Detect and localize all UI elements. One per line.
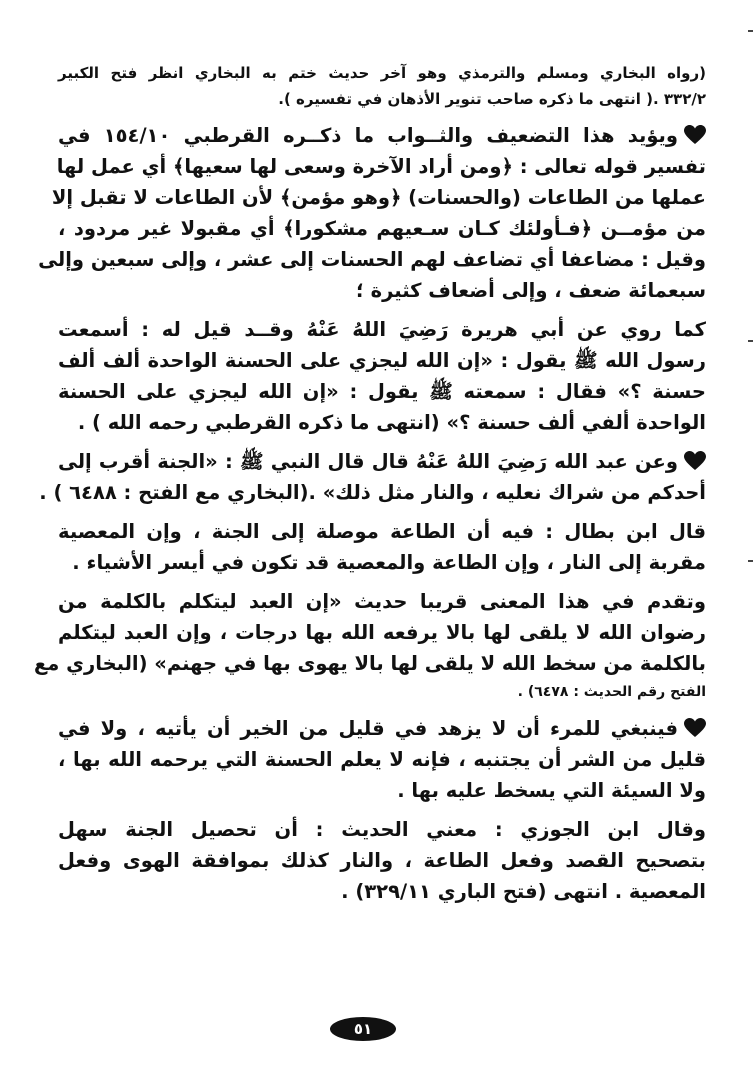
text-line: ولا السيئة التي يسخط عليه بها . bbox=[397, 779, 706, 802]
paragraph bbox=[38, 120, 706, 306]
text-line-content: ويؤيد هذا التضعيف والثــواب ما ذكــره القرطبي ١٥٤/١٠ في bbox=[58, 124, 678, 147]
text-line: المعصية . انتهى (فتح الباري ٣٢٩/١١) . bbox=[341, 880, 706, 903]
text-line: الواحدة ألفي ألف حسنة ؟» (انتهى ما ذكره القرطبي رحمه الله ) . bbox=[77, 411, 706, 434]
paragraph bbox=[58, 60, 706, 112]
text-line: الفتح رقم الحديث : ٦٤٧٨) . bbox=[517, 684, 706, 700]
text-line: مقربة إلى النار ، وإن الطاعة والمعصية قد تكون في أيسر الأشياء . bbox=[72, 551, 706, 574]
text-line: بتصحيح القصد وفعل الطاعة ، والنار كذلك بموافقة الهوى وفعل bbox=[58, 849, 706, 872]
text-line: سبعمائة ضعف ، وإلى أضعاف كثيرة ؛ bbox=[356, 279, 706, 302]
paragraph bbox=[33, 586, 706, 705]
text-line: أحدكم من شراك نعليه ، والنار مثل ذلك» .(البخاري مع الفتح : ٦٤٨٨ ) . bbox=[39, 481, 706, 504]
edge-mark bbox=[748, 560, 753, 562]
paragraph bbox=[58, 814, 706, 907]
text-line bbox=[58, 120, 706, 151]
text-line: ٣٣٢/٢ .( انتهى ما ذكره صاحب تنوير الأذهان في تفسيره ). bbox=[278, 90, 706, 108]
heart-icon bbox=[684, 451, 706, 471]
text-line bbox=[58, 713, 706, 744]
heart-icon bbox=[684, 125, 706, 145]
text-line: قليل من الشر أن يجتنبه ، فإنه لا يعلم الحسنة التي يرحمه الله بها ، bbox=[58, 748, 706, 771]
text-line: وقال ابن الجوزي : معني الحديث : أن تحصيل الجنة سهل bbox=[58, 818, 706, 841]
edge-mark bbox=[748, 340, 753, 342]
text-line: كما روي عن أبي هريرة رَضِيَ اللهُ عَنْهُ وقــد قيل له : أسمعت bbox=[58, 318, 706, 341]
text-line: عملها من الطاعات (والحسنات) ﴿وهو مؤمن﴾ لأن الطاعات لا تقبل إلا bbox=[51, 186, 706, 209]
text-line: وقيل : مضاعفا أي تضاعف لهم الحسنات إلى عشر ، وإلى سبعين وإلى bbox=[38, 248, 706, 271]
paragraph bbox=[58, 314, 706, 438]
page-body bbox=[33, 60, 706, 1070]
edge-mark bbox=[748, 30, 753, 32]
text-line: (رواه البخاري ومسلم والترمذي وهو آخر حديث ختم به البخاري انظر فتح الكبير bbox=[58, 64, 706, 82]
text-line: من مؤمــن ﴿فـأولئك كـان سـعيهم مشكورا﴾ أي مقبولا غير مردود ، bbox=[58, 217, 706, 240]
paragraph bbox=[58, 516, 706, 578]
text-line: قال ابن بطال : فيه أن الطاعة موصلة إلى الجنة ، وإن المعصية bbox=[58, 520, 706, 543]
page-number: ٥١ bbox=[330, 1017, 396, 1041]
heart-icon bbox=[684, 718, 706, 738]
text-line: تفسير قوله تعالى : ﴿ومن أراد الآخرة وسعى لها سعيها﴾ أي عمل لها bbox=[56, 155, 706, 178]
paragraph bbox=[39, 446, 706, 508]
text-line: بالكلمة من سخط الله لا يلقى لها بالا يهوى بها في جهنم» (البخاري مع bbox=[33, 652, 706, 675]
text-line: رضوان الله لا يلقى لها بالا يرفعه الله بها درجات ، وإن العبد ليتكلم bbox=[58, 621, 706, 644]
text-line bbox=[58, 446, 706, 477]
text-line-content: وعن عبد الله رَضِيَ اللهُ عَنْهُ قال قال النبي ﷺ : «الجنة أقرب إلى bbox=[58, 450, 678, 473]
paragraph bbox=[58, 713, 706, 806]
text-line-content: فينبغي للمرء أن لا يزهد في قليل من الخير أن يأتيه ، ولا في bbox=[58, 717, 678, 740]
text-line: وتقدم في هذا المعنى قريبا حديث «إن العبد ليتكلم بالكلمة من bbox=[58, 590, 706, 613]
text-line: حسنة ؟» فقال : سمعته ﷺ يقول : «إن الله ليجزي على الحسنة bbox=[58, 380, 706, 403]
text-line: رسول الله ﷺ يقول : «إن الله ليجزي على الحسنة الواحدة ألف ألف bbox=[58, 349, 706, 372]
